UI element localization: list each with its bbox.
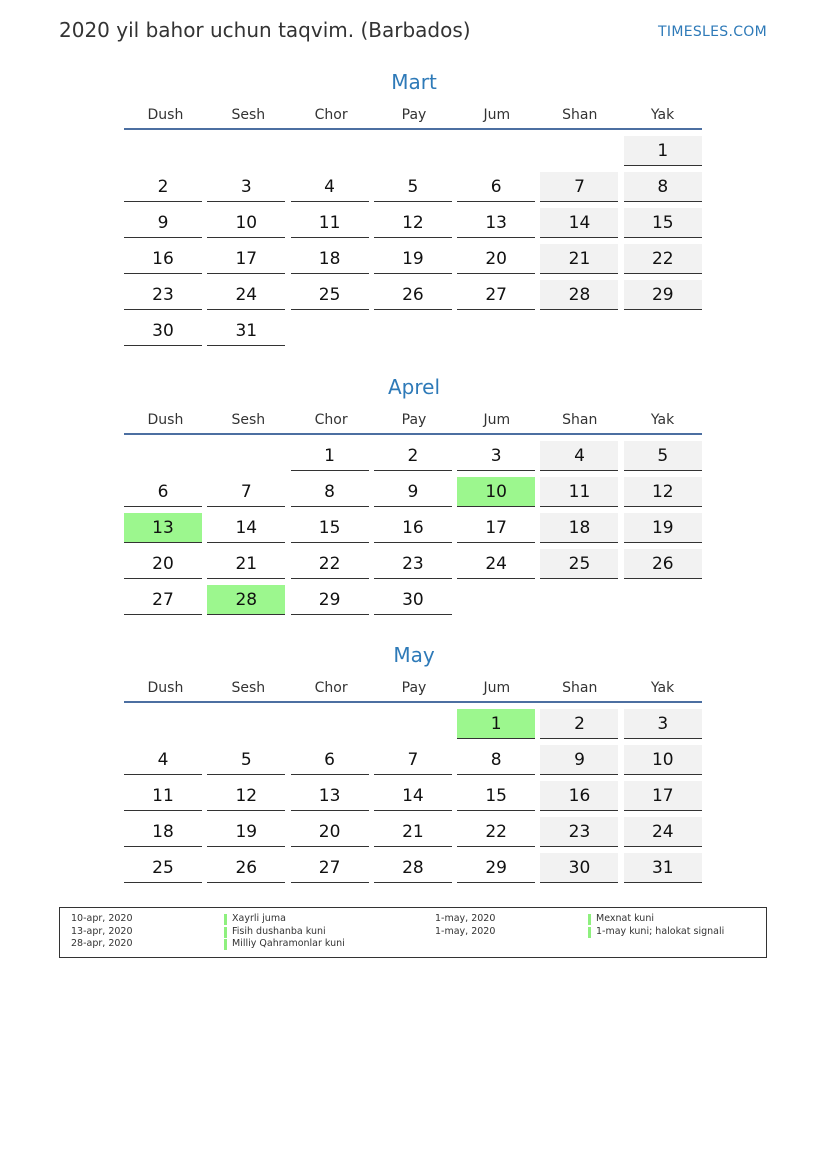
day-cell: 25 bbox=[540, 549, 618, 579]
day-cell: 4 bbox=[124, 745, 202, 775]
day-cell: 16 bbox=[124, 244, 202, 274]
legend-date: 13-apr, 2020 bbox=[71, 925, 133, 937]
day-cell: 8 bbox=[291, 477, 369, 507]
day-cell: 11 bbox=[124, 781, 202, 811]
day-cell: 12 bbox=[374, 208, 452, 238]
holiday-day-cell: 13 bbox=[124, 513, 202, 543]
month-title: May bbox=[393, 643, 435, 667]
day-cell: 19 bbox=[624, 513, 702, 543]
weekday-label: Shan bbox=[562, 680, 598, 696]
day-cell: 17 bbox=[457, 513, 535, 543]
day-cell: 31 bbox=[624, 853, 702, 883]
day-cell: 21 bbox=[540, 244, 618, 274]
day-cell: 29 bbox=[624, 280, 702, 310]
day-cell: 5 bbox=[624, 441, 702, 471]
month-title: Aprel bbox=[387, 375, 441, 399]
day-cell: 17 bbox=[624, 781, 702, 811]
empty-cell bbox=[540, 136, 618, 165]
holiday-day-cell: 28 bbox=[207, 585, 285, 615]
day-cell: 13 bbox=[291, 781, 369, 811]
day-cell: 9 bbox=[374, 477, 452, 507]
day-cell: 12 bbox=[207, 781, 285, 811]
day-cell: 4 bbox=[540, 441, 618, 471]
day-cell: 3 bbox=[457, 441, 535, 471]
day-cell: 21 bbox=[207, 549, 285, 579]
site-link[interactable]: TIMESLES.COM bbox=[658, 24, 767, 40]
day-cell: 29 bbox=[457, 853, 535, 883]
day-cell: 8 bbox=[624, 172, 702, 202]
day-grid bbox=[124, 441, 704, 615]
legend-color-marker bbox=[224, 927, 227, 938]
empty-cell bbox=[207, 709, 285, 738]
month-title: Mart bbox=[391, 70, 437, 94]
legend-holiday-name: Mexnat kuni bbox=[596, 913, 654, 924]
day-cell: 26 bbox=[624, 549, 702, 579]
day-cell: 18 bbox=[291, 244, 369, 274]
weekday-label: Chor bbox=[314, 107, 348, 123]
weekday-label: Yak bbox=[650, 680, 675, 696]
day-cell: 7 bbox=[540, 172, 618, 202]
legend-column-right bbox=[424, 913, 724, 938]
legend-item bbox=[60, 938, 345, 951]
day-cell: 24 bbox=[207, 280, 285, 310]
legend-date: 10-apr, 2020 bbox=[71, 913, 133, 924]
weekday-label: Pay bbox=[401, 412, 427, 428]
day-cell: 2 bbox=[374, 441, 452, 471]
day-cell: 1 bbox=[624, 136, 702, 166]
weekday-label: Shan bbox=[562, 412, 598, 428]
legend-item bbox=[424, 913, 724, 926]
legend-date: 1-may, 2020 bbox=[435, 913, 496, 924]
holiday-day-cell: 10 bbox=[457, 477, 535, 507]
day-cell: 22 bbox=[457, 817, 535, 847]
day-cell: 24 bbox=[457, 549, 535, 579]
weekday-header bbox=[124, 675, 704, 701]
weekday-label: Sesh bbox=[231, 412, 266, 428]
day-cell: 15 bbox=[457, 781, 535, 811]
day-cell: 6 bbox=[291, 745, 369, 775]
legend-color-marker bbox=[224, 914, 227, 925]
legend-color-marker bbox=[588, 914, 591, 925]
day-cell: 2 bbox=[540, 709, 618, 739]
day-cell: 20 bbox=[124, 549, 202, 579]
day-cell: 27 bbox=[291, 853, 369, 883]
day-cell: 20 bbox=[291, 817, 369, 847]
day-cell: 1 bbox=[291, 441, 369, 471]
page-title: 2020 yil bahor uchun taqvim. (Barbados) bbox=[59, 18, 471, 42]
day-cell: 3 bbox=[624, 709, 702, 739]
empty-cell bbox=[457, 136, 535, 165]
legend-column-left bbox=[60, 913, 345, 951]
day-cell: 23 bbox=[540, 817, 618, 847]
day-cell: 21 bbox=[374, 817, 452, 847]
legend-date: 1-may, 2020 bbox=[435, 925, 496, 937]
empty-cell bbox=[374, 136, 452, 165]
month-march bbox=[124, 68, 704, 346]
weekday-header bbox=[124, 102, 704, 128]
day-cell: 26 bbox=[374, 280, 452, 310]
day-cell: 7 bbox=[374, 745, 452, 775]
legend-color-marker bbox=[224, 939, 227, 950]
day-cell: 9 bbox=[540, 745, 618, 775]
day-cell: 31 bbox=[207, 316, 285, 346]
day-cell: 16 bbox=[540, 781, 618, 811]
weekday-label: Yak bbox=[650, 412, 675, 428]
day-cell: 30 bbox=[540, 853, 618, 883]
day-cell: 7 bbox=[207, 477, 285, 507]
legend-holiday-name: Xayrli juma bbox=[232, 913, 286, 924]
legend-item bbox=[60, 926, 345, 939]
weekday-label: Jum bbox=[483, 107, 511, 123]
day-cell: 6 bbox=[457, 172, 535, 202]
day-cell: 14 bbox=[540, 208, 618, 238]
empty-cell bbox=[124, 709, 202, 738]
weekday-header bbox=[124, 407, 704, 433]
day-cell: 20 bbox=[457, 244, 535, 274]
day-cell: 27 bbox=[457, 280, 535, 310]
day-cell: 4 bbox=[291, 172, 369, 202]
day-cell: 22 bbox=[291, 549, 369, 579]
day-cell: 19 bbox=[374, 244, 452, 274]
day-cell: 26 bbox=[207, 853, 285, 883]
weekday-label: Chor bbox=[314, 412, 348, 428]
weekday-label: Pay bbox=[401, 107, 427, 123]
day-cell: 28 bbox=[540, 280, 618, 310]
holiday-day-cell: 1 bbox=[457, 709, 535, 739]
day-cell: 30 bbox=[374, 585, 452, 615]
weekday-label: Chor bbox=[314, 680, 348, 696]
weekday-label: Pay bbox=[401, 680, 427, 696]
day-cell: 9 bbox=[124, 208, 202, 238]
day-cell: 16 bbox=[374, 513, 452, 543]
empty-cell bbox=[291, 136, 369, 165]
day-cell: 24 bbox=[624, 817, 702, 847]
legend-date: 28-apr, 2020 bbox=[71, 938, 133, 949]
day-cell: 25 bbox=[124, 853, 202, 883]
empty-cell bbox=[291, 709, 369, 738]
day-cell: 19 bbox=[207, 817, 285, 847]
month-april bbox=[124, 373, 704, 615]
day-cell: 25 bbox=[291, 280, 369, 310]
day-cell: 5 bbox=[374, 172, 452, 202]
day-cell: 14 bbox=[374, 781, 452, 811]
legend-color-marker bbox=[588, 927, 591, 938]
day-cell: 30 bbox=[124, 316, 202, 346]
weekday-label: Dush bbox=[147, 412, 184, 428]
holiday-legend bbox=[59, 907, 767, 958]
day-cell: 12 bbox=[624, 477, 702, 507]
empty-cell bbox=[124, 136, 202, 165]
day-cell: 11 bbox=[291, 208, 369, 238]
empty-cell bbox=[207, 441, 285, 470]
weekday-label: Sesh bbox=[231, 680, 266, 696]
day-grid bbox=[124, 709, 704, 883]
weekday-label: Shan bbox=[562, 107, 598, 123]
header-rule bbox=[124, 701, 702, 703]
day-cell: 3 bbox=[207, 172, 285, 202]
weekday-label: Dush bbox=[147, 680, 184, 696]
empty-cell bbox=[374, 709, 452, 738]
day-cell: 17 bbox=[207, 244, 285, 274]
day-cell: 15 bbox=[291, 513, 369, 543]
weekday-label: Dush bbox=[147, 107, 184, 123]
day-cell: 10 bbox=[207, 208, 285, 238]
header-rule bbox=[124, 128, 702, 130]
day-cell: 18 bbox=[540, 513, 618, 543]
day-cell: 29 bbox=[291, 585, 369, 615]
day-cell: 6 bbox=[124, 477, 202, 507]
weekday-label: Yak bbox=[650, 107, 675, 123]
legend-holiday-name: Fisih dushanba kuni bbox=[232, 925, 326, 937]
legend-item bbox=[60, 913, 345, 926]
day-cell: 18 bbox=[124, 817, 202, 847]
legend-holiday-name: Milliy Qahramonlar kuni bbox=[232, 938, 345, 949]
day-cell: 23 bbox=[374, 549, 452, 579]
day-cell: 13 bbox=[457, 208, 535, 238]
day-cell: 8 bbox=[457, 745, 535, 775]
weekday-label: Jum bbox=[483, 680, 511, 696]
day-cell: 14 bbox=[207, 513, 285, 543]
day-cell: 28 bbox=[374, 853, 452, 883]
day-cell: 5 bbox=[207, 745, 285, 775]
empty-cell bbox=[207, 136, 285, 165]
day-cell: 15 bbox=[624, 208, 702, 238]
weekday-label: Sesh bbox=[231, 107, 266, 123]
legend-item bbox=[424, 926, 724, 939]
day-cell: 22 bbox=[624, 244, 702, 274]
day-cell: 2 bbox=[124, 172, 202, 202]
day-cell: 27 bbox=[124, 585, 202, 615]
day-cell: 11 bbox=[540, 477, 618, 507]
weekday-label: Jum bbox=[483, 412, 511, 428]
day-cell: 23 bbox=[124, 280, 202, 310]
empty-cell bbox=[124, 441, 202, 470]
legend-holiday-name: 1-may kuni; halokat signali bbox=[596, 925, 725, 937]
header-rule bbox=[124, 433, 702, 435]
day-cell: 10 bbox=[624, 745, 702, 775]
day-grid bbox=[124, 136, 704, 346]
month-may bbox=[124, 641, 704, 883]
